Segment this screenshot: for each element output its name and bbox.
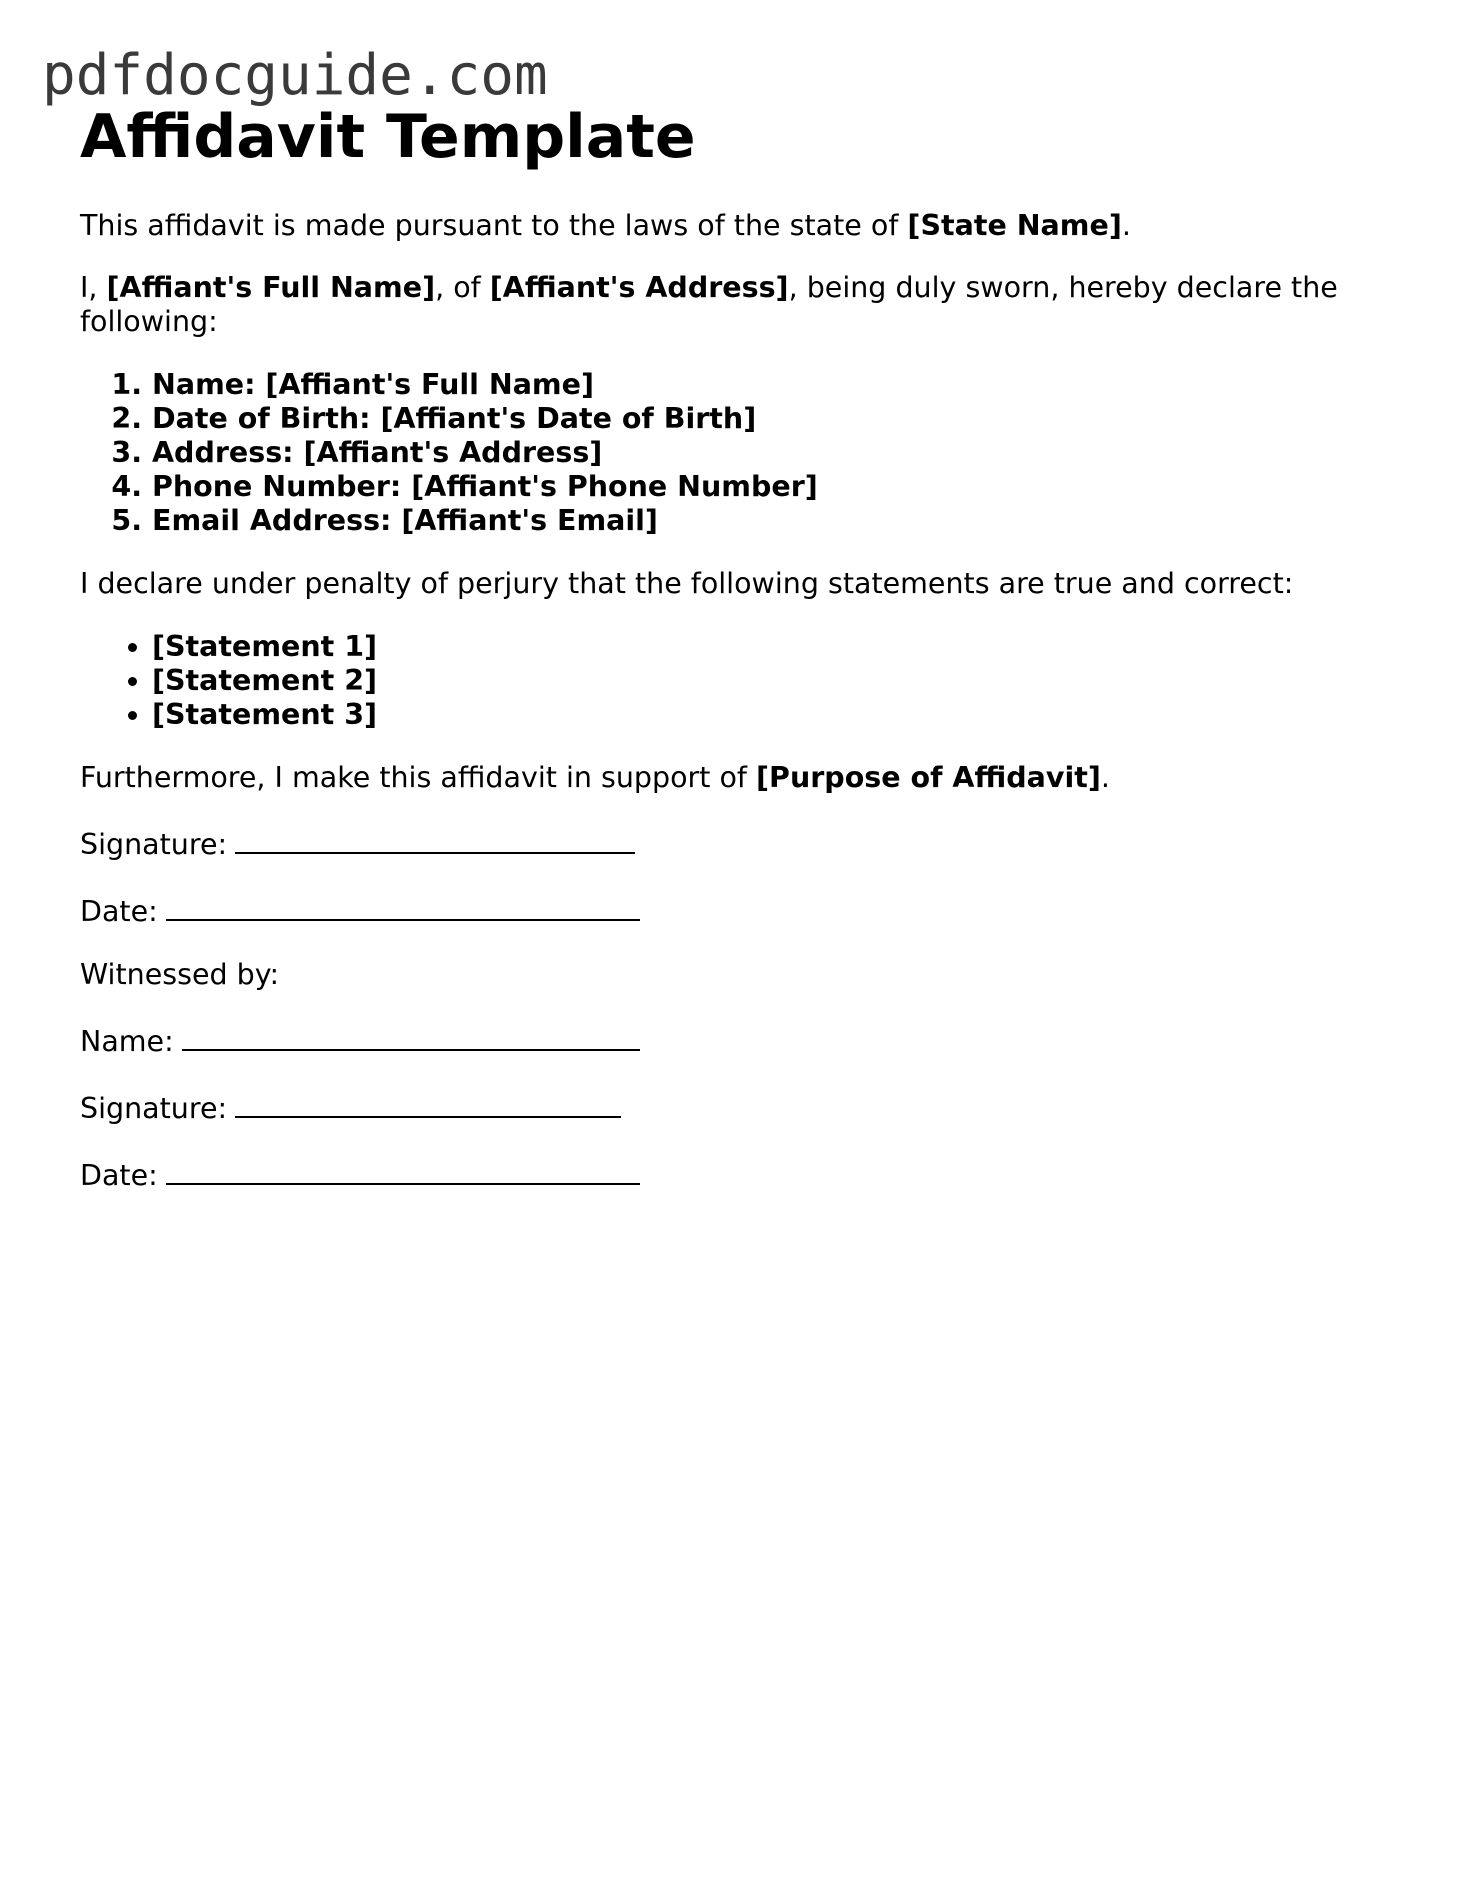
affiant-details-list	[80, 368, 1380, 538]
intro-part3: , being duly sworn, hereby declare the following:	[80, 271, 1338, 338]
witness-name-label: Name:	[80, 1025, 174, 1058]
detail-name: 1. Name: [Affiant's Full Name]	[152, 368, 1380, 402]
state-suffix: .	[1121, 209, 1131, 242]
state-statement	[80, 209, 1380, 243]
purpose-statement	[80, 761, 1380, 795]
detail-address: 3. Address: [Affiant's Address]	[152, 436, 1380, 470]
intro-part1: I,	[80, 271, 107, 304]
intro-part2: , of	[435, 271, 490, 304]
witness-signature-field	[80, 1088, 1380, 1126]
detail-email-address: 5. Email Address: [Affiant's Email]	[152, 504, 1380, 538]
detail-phone-number: 4. Phone Number: [Affiant's Phone Number]	[152, 470, 1380, 504]
statements-list	[80, 630, 1380, 732]
detail-date-of-birth: 2. Date of Birth: [Affiant's Date of Birth]	[152, 402, 1380, 436]
statement-item: • [Statement 3]	[152, 698, 1380, 732]
witness-name-field	[80, 1021, 1380, 1059]
witnessed-by-label: Witnessed by:	[80, 958, 280, 991]
affiant-signature-field	[80, 824, 1380, 862]
intro-statement	[80, 271, 1380, 339]
affiant-signature-line[interactable]	[235, 824, 635, 854]
witness-date-field	[80, 1155, 1380, 1193]
perjury-declaration: I declare under penalty of perjury that the following statements are true and correct:	[80, 567, 1294, 600]
witness-signature-line[interactable]	[235, 1088, 621, 1118]
affiant-date-field	[80, 891, 1380, 929]
statement-item: • [Statement 2]	[152, 664, 1380, 698]
witness-signature-label: Signature:	[80, 1092, 228, 1125]
affiant-address-placeholder: [Affiant's Address]	[489, 271, 789, 304]
witness-name-line[interactable]	[182, 1021, 640, 1051]
state-prefix: This affidavit is made pursuant to the laws of the state of	[80, 209, 908, 242]
purpose-placeholder: [Purpose of Affidavit]	[756, 761, 1101, 794]
state-placeholder: [State Name]	[907, 209, 1122, 242]
site-watermark: pdfdocguide.com	[42, 43, 548, 108]
affiant-name-placeholder: [Affiant's Full Name]	[106, 271, 436, 304]
statement-item: • [Statement 1]	[152, 630, 1380, 664]
affiant-date-line[interactable]	[166, 891, 640, 921]
purpose-prefix: Furthermore, I make this affidavit in support of	[80, 761, 757, 794]
affiant-date-label: Date:	[80, 895, 158, 928]
affiant-signature-label: Signature:	[80, 828, 228, 861]
affidavit-document	[80, 100, 1380, 1193]
witness-date-label: Date:	[80, 1159, 158, 1192]
purpose-suffix: .	[1100, 761, 1110, 794]
witness-date-line[interactable]	[166, 1155, 640, 1185]
page-title: Affidavit Template	[80, 102, 696, 172]
